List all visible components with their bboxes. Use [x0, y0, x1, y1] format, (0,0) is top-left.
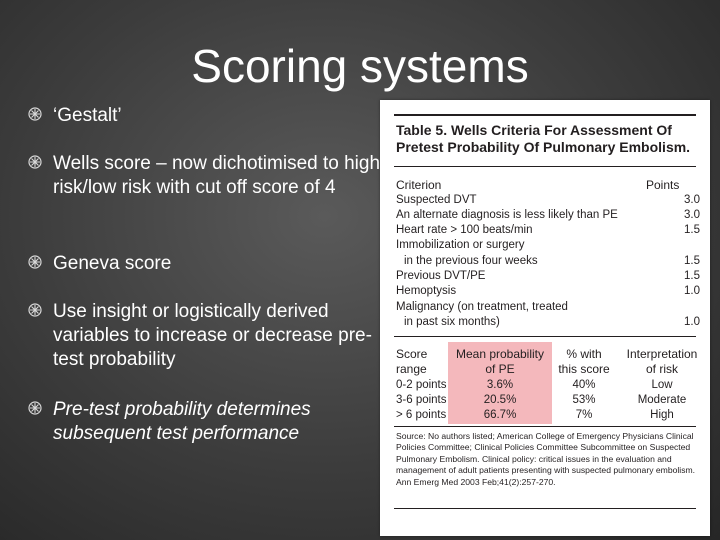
criterion-label: Heart rate > 100 beats/min [396, 224, 533, 236]
table-title-line: Pretest Probability Of Pulmonary Embolism. [396, 139, 691, 155]
header-line: this score [558, 362, 610, 376]
criterion-label: Malignancy (on treatment, treated [396, 301, 568, 313]
header-line: of PE [485, 362, 515, 376]
source-citation: Source: No authors listed; American College of Emergency Physicians Clinical Policies Committee; Clinical Policies Committee Subcommittee on Suspected Pulmonary Embolism. Clinical policy: critical issues in the evaluation and management of adult patients presenting with suspected pulmonary embolism. Ann Emerg Med 2003 Feb;41(2):257-270. [396, 431, 696, 487]
header-line: range [396, 362, 427, 376]
criterion-points: 1.0 [684, 316, 700, 328]
pct-cell: 7% [575, 409, 593, 421]
criterion-points: 1.5 [684, 224, 700, 236]
bullet-text: Use insight or logistically derived variables to increase or decrease pre-test probability [53, 301, 372, 370]
score-range-header [396, 347, 427, 377]
dotted-circle-bullet-icon [28, 107, 42, 121]
bullet-text: Wells score – now dichotimised to high risk/low risk with cut off score of 4 [53, 153, 381, 198]
criterion-label: An alternate diagnosis is less likely than PE [396, 209, 618, 221]
table-title-line: Table 5. Wells Criteria For Assessment Of [396, 122, 672, 138]
criterion-points: 1.5 [684, 255, 700, 267]
divider [394, 426, 696, 427]
criterion-label: Suspected DVT [396, 194, 477, 206]
header-line: Score [396, 347, 428, 361]
bullet-text: ‘Gestalt’ [53, 105, 122, 126]
score-range-cell: 0-2 points [396, 379, 447, 391]
interpretation-header [618, 347, 706, 377]
mean-probability-header [448, 347, 552, 377]
dotted-circle-bullet-icon [28, 255, 42, 269]
risk-cell: Moderate [637, 394, 687, 406]
points-header: Points [646, 178, 680, 192]
dotted-circle-bullet-icon [28, 155, 42, 169]
mean-probability-cell: 20.5% [483, 394, 517, 406]
mean-probability-cell: 66.7% [483, 409, 517, 421]
criterion-points: 1.0 [684, 285, 700, 297]
pct-cell: 53% [572, 394, 596, 406]
risk-cell: High [650, 409, 674, 421]
header-line: Interpretation [626, 347, 698, 361]
divider [394, 166, 696, 167]
criterion-label: Previous DVT/PE [396, 270, 486, 282]
criterion-points: 3.0 [684, 209, 700, 221]
score-range-cell: 3-6 points [396, 394, 447, 406]
bullet-text: Geneva score [53, 253, 172, 274]
table-title [396, 122, 696, 156]
criterion-label: Hemoptysis [396, 285, 457, 297]
pct-cell: 40% [572, 379, 596, 391]
criterion-label: in past six months) [404, 316, 500, 328]
score-range-cell: > 6 points [396, 409, 447, 421]
criterion-label: in the previous four weeks [404, 255, 538, 267]
header-line: of risk [645, 362, 678, 376]
criterion-points: 3.0 [684, 194, 700, 206]
criterion-header: Criterion [396, 178, 442, 192]
criterion-points: 1.5 [684, 270, 700, 282]
criterion-label: Immobilization or surgery [396, 239, 525, 251]
risk-cell: Low [651, 379, 673, 391]
pct-with-score-header [552, 347, 616, 377]
divider [394, 336, 696, 337]
mean-probability-cell: 3.6% [486, 379, 514, 391]
dotted-circle-bullet-icon [28, 303, 42, 317]
header-line: % with [566, 347, 602, 361]
divider [394, 508, 696, 509]
divider [394, 114, 696, 116]
bullet-text: Pre-test probability determines subsequent test performance [53, 399, 311, 444]
slide-title: Scoring systems [191, 40, 529, 92]
dotted-circle-bullet-icon [28, 401, 42, 415]
header-line: Mean probability [455, 347, 545, 361]
